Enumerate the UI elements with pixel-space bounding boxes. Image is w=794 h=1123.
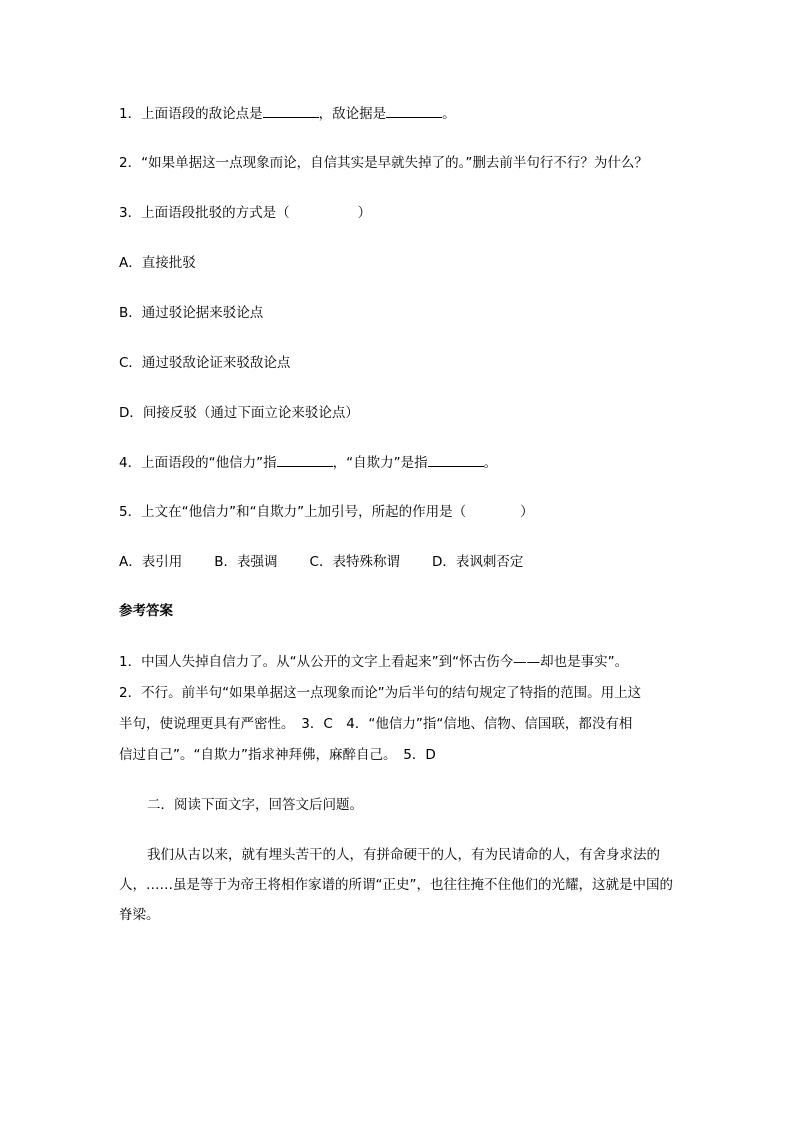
question-1-part-c: 。 (442, 106, 456, 122)
section-2-paragraph: 我们从古以来，就有埋头苦干的人，有拼命硬干的人，有为民请命的人，有舍身求法的人，……虽是等于为帝王将相作家谱的所谓“正史”，也往往掩不住他们的光耀，这就是中国的脊梁。 (119, 847, 673, 923)
question-5-option-c: C．表特殊称谓 (309, 554, 400, 570)
answer-line-1: 1．中国人失掉自信力了。从“从公开的文字上看起来”到“怀古伤今——却也是事实”。 (119, 654, 629, 670)
question-1 (119, 103, 456, 124)
question-1-part-b: ，敌论据是 (318, 106, 387, 122)
answers-heading: 参考答案 (119, 603, 173, 619)
answer-line-2: 2．不行。前半句“如果单据这一点现象而论”为后半句的结句规定了特指的范围。用上这 (119, 685, 642, 701)
answer-blank (277, 452, 333, 467)
answer-line-4: 信过自己”。“自欺力”指求神拜佛，麻醉自己。 5．D (119, 747, 436, 763)
question-5-part-a: 5．上文在“他信力”和“自欺力”上加引号，所起的作用是（ (119, 504, 467, 520)
answer-blank (386, 103, 442, 118)
question-3-part-a: 3．上面语段批驳的方式是（ (119, 205, 290, 221)
question-4-part-c: 。 (483, 455, 498, 471)
question-5-options (119, 552, 523, 572)
question-1-part-a: 1．上面语段的敌论点是 (119, 106, 263, 122)
question-3-part-b: ） (357, 205, 372, 221)
answer-blank (263, 103, 319, 118)
option-a: A．直接批驳 (119, 255, 196, 271)
question-5-part-b: ） (520, 504, 534, 520)
question-4-part-b: ，“自欺力”是指 (332, 455, 428, 471)
question-4-part-a: 4．上面语段的“他信力”指 (119, 455, 277, 471)
question-5-option-d: D．表讽刺否定 (431, 554, 524, 570)
question-4 (119, 452, 497, 473)
section-2-title: 二．阅读下面文字，回答文后问题。 (147, 797, 363, 813)
option-c: C．通过驳敌论证来驳敌论点 (119, 355, 291, 371)
option-b: B．通过驳论据来驳论点 (119, 305, 264, 321)
answer-line-3: 半句，使说理更具有严密性。 3．C 4．“他信力”指“信地、信物、信国联，都没有相 (119, 716, 633, 732)
question-5-option-a: A．表引用 (119, 554, 183, 570)
question-5-option-b: B．表强调 (214, 554, 278, 570)
answer-blank (428, 452, 484, 467)
option-d: D．间接反驳（通过下面立论来驳论点） (119, 405, 359, 421)
question-3 (119, 203, 371, 223)
question-2: 2．“如果单据这一点现象而论，自信其实是早就失掉了的。”删去前半句行不行？为什么？ (119, 155, 648, 171)
question-5 (119, 502, 534, 522)
